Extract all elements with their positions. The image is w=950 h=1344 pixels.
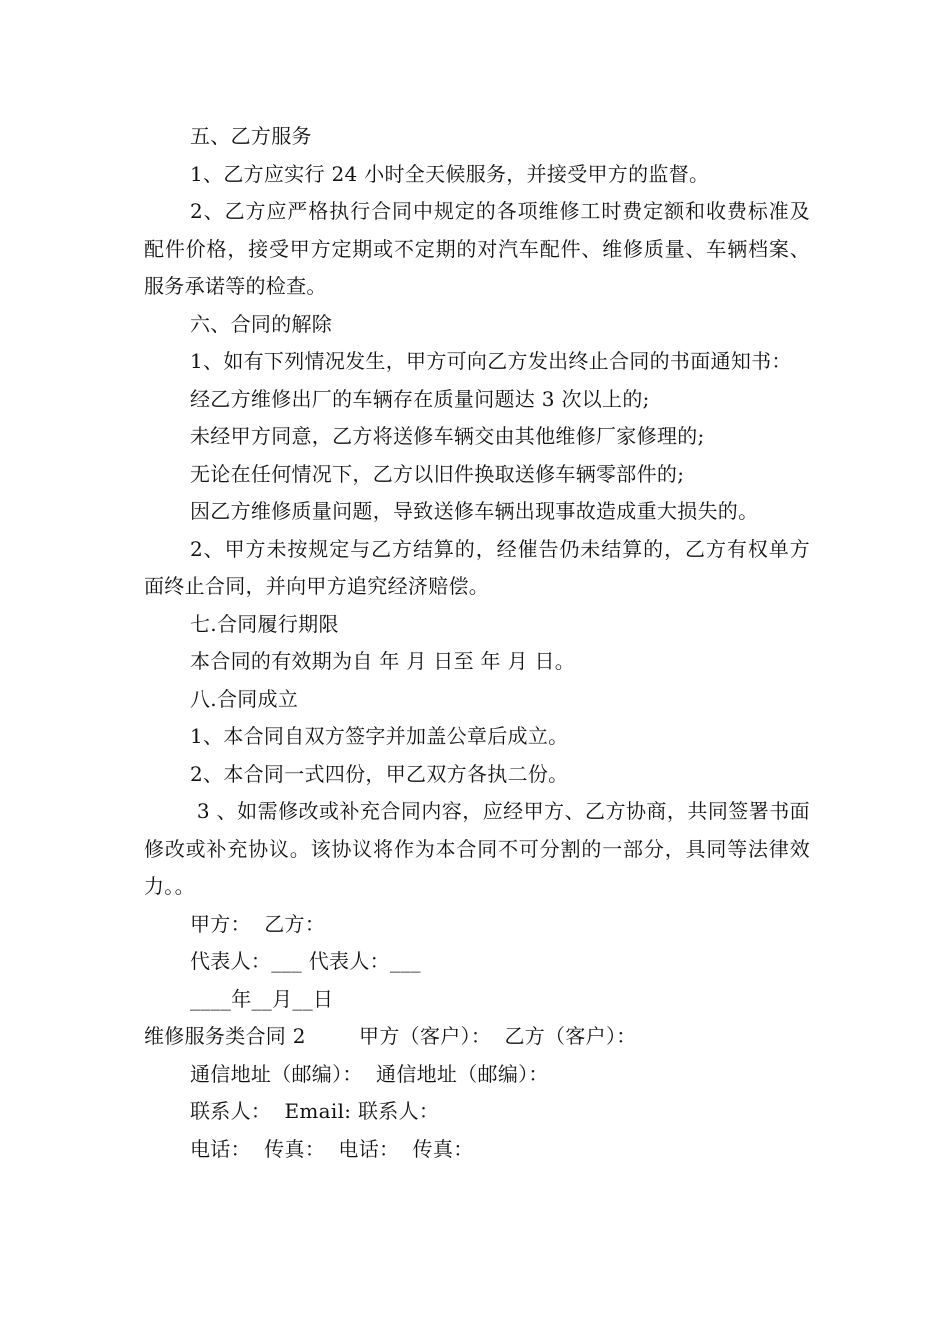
phone-fax-line: 电话： 传真： 电话： 传真： (190, 1136, 474, 1161)
party-signature-line: 甲方： 乙方： (190, 911, 326, 936)
termination-condition-2: 未经甲方同意，乙方将送修车辆交由其他维修厂家修理的; (190, 424, 705, 448)
service-item-1: 1、乙方应实行 24 小时全天候服务，并接受甲方的监督。 (190, 161, 710, 186)
termination-item-1: 1、如有下列情况发生，甲方可向乙方发出终止合同的书面通知书： (190, 349, 792, 373)
termination-item-2: 2、甲方未按规定与乙方结算的，经催告仍未结算的，乙方有权单方面终止合同，并向甲方追究经济赔偿。 (144, 536, 810, 598)
representative-line: 代表人：___ 代表人：___ (190, 949, 421, 973)
section-five-heading: 五、乙方服务 (190, 124, 312, 148)
document-body (144, 118, 810, 1168)
contact-line: 联系人： Email: 联系人： (190, 1099, 440, 1123)
formation-item-3: 3 、如需修改或补充合同内容，应经甲方、乙方协商，共同签署书面修改或补充协议。该协议将作为本合同不可分割的一部分，具同等法律效力。。 (144, 799, 810, 898)
termination-condition-4: 因乙方维修质量问题，导致送修车辆出现事故造成重大损失的。 (190, 499, 759, 523)
contract-term-text: 本合同的有效期为自 年 月 日至 年 月 日。 (190, 649, 576, 673)
service-item-2: 2、乙方应严格执行合同中规定的各项维修工时费定额和收费标准及配件价格，接受甲方定期或不定期的对汽车配件、维修质量、车辆档案、服务承诺等的检查。 (144, 199, 810, 298)
date-line: ____年__月__日 (190, 986, 334, 1011)
section-seven-heading: 七.合同履行期限 (190, 611, 339, 636)
termination-condition-3: 无论在任何情况下，乙方以旧件换取送修车辆零部件的; (190, 461, 685, 486)
address-line: 通信地址（邮编）： 通信地址（邮编）： (190, 1061, 549, 1086)
section-six-heading: 六、合同的解除 (190, 311, 333, 336)
section-eight-heading: 八.合同成立 (190, 686, 299, 711)
formation-item-1: 1、本合同自双方签字并加盖公章后成立。 (190, 724, 569, 748)
formation-item-2: 2、本合同一式四份，甲乙双方各执二份。 (190, 761, 569, 786)
next-contract-heading: 维修服务类合同 2 甲方（客户）： 乙方（客户）： (144, 1024, 637, 1048)
termination-condition-1: 经乙方维修出厂的车辆存在质量问题达 3 次以上的; (190, 386, 650, 411)
